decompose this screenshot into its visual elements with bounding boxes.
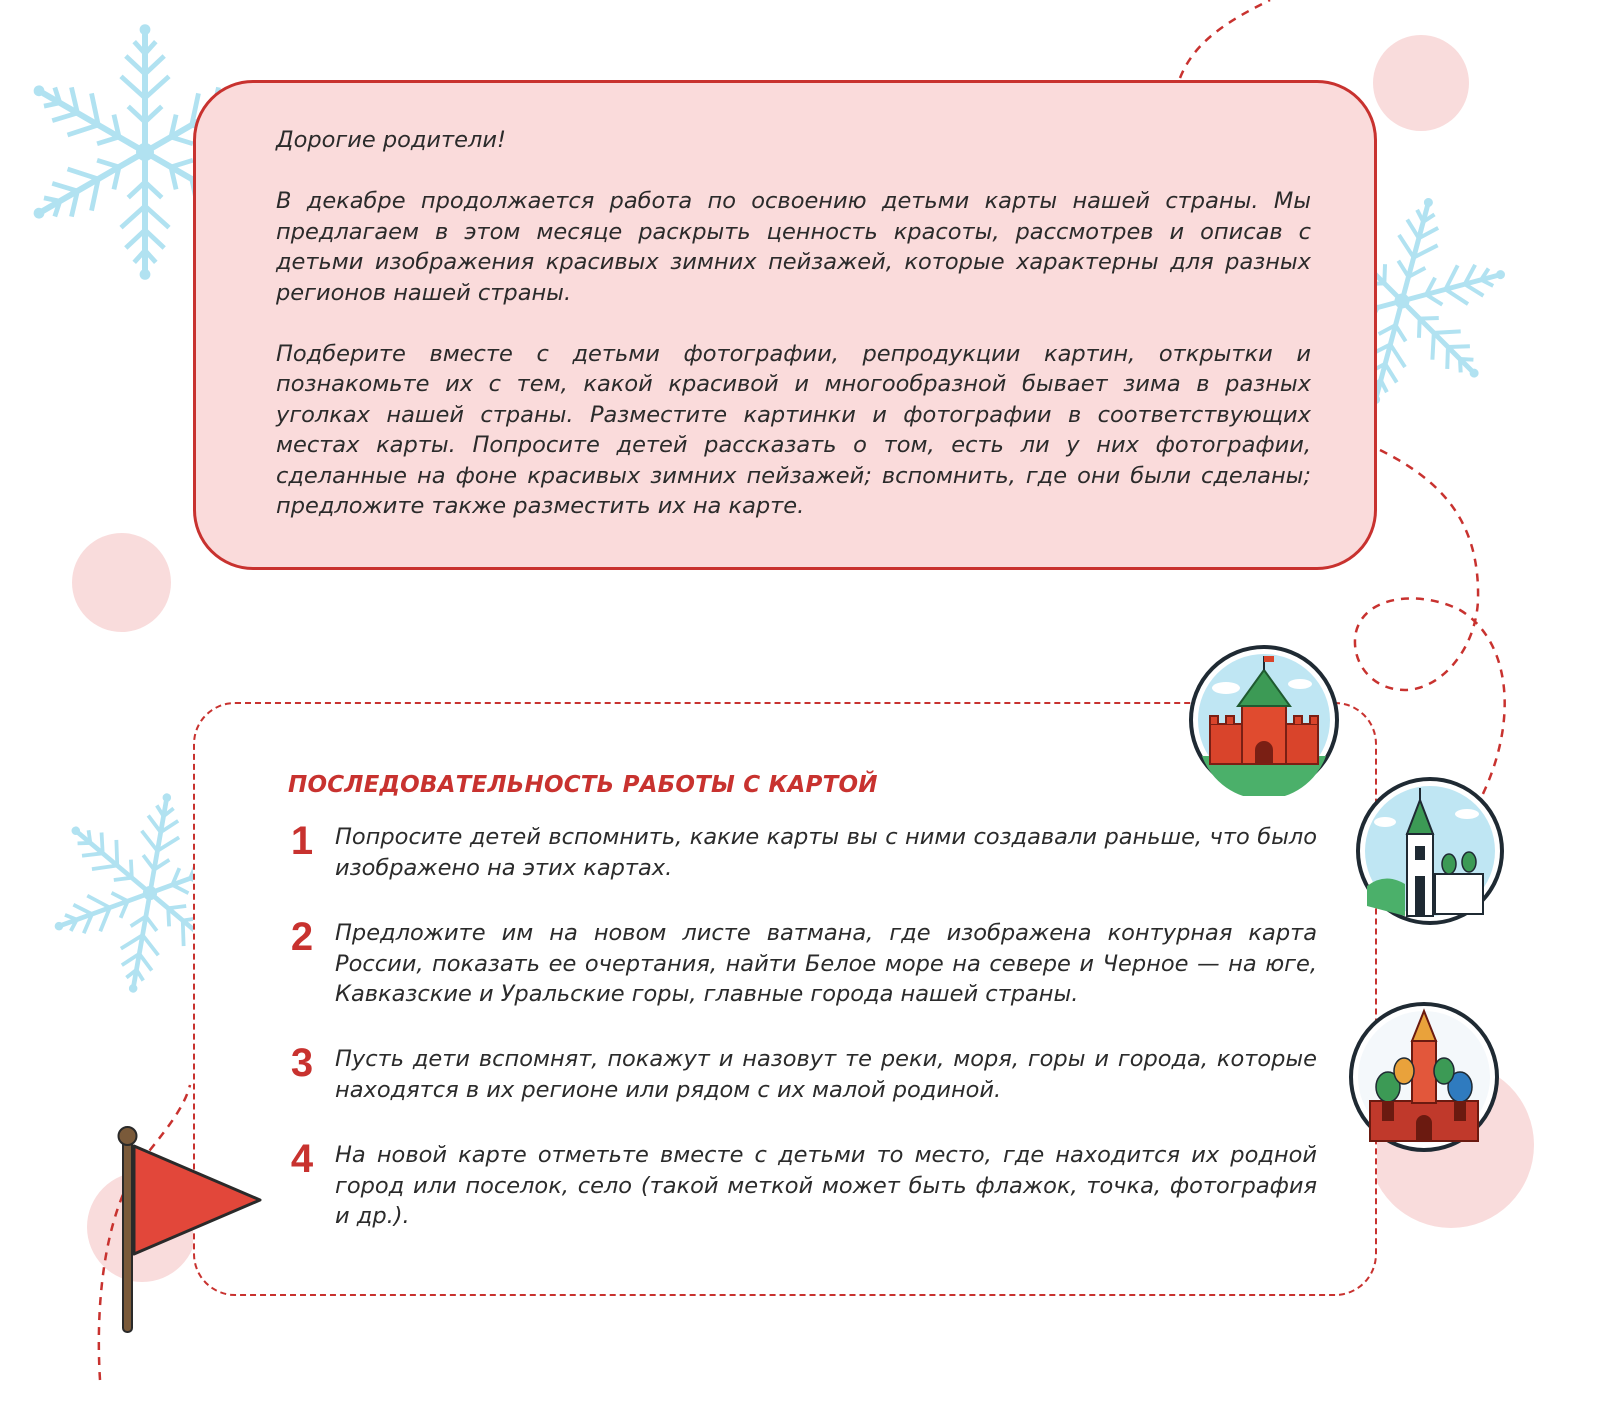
step-number: 2 (277, 912, 327, 962)
red-flag-icon (110, 1124, 266, 1336)
step-text: Предложите им на новом листе ватмана, где изображена контурная карта России, показать ее очертания, найти Белое море на севере и Черное — на юге, Кавказские и Уральские горы, главные города нашей страны. (335, 920, 1317, 1007)
parents-letter-box (193, 80, 1377, 570)
step-number: 3 (277, 1038, 327, 1088)
step-item (277, 819, 1317, 883)
white-church-icon (1355, 776, 1505, 926)
parents-letter (276, 125, 1311, 522)
letter-paragraph: Подберите вместе с детьми фотографии, репродукции картин, открытки и познакомьте их с тем, какой красивой и многообразной бывает зима в разных уголках нашей страны. Разместите картинки и фотографии в соответствующих местах карты. Попросите детей рассказать о том, есть ли у них фотографии, сделанные на фоне красивых зимних пейзажей; вспомнить, где они были сделаны; предложите также разместить их на карте. (276, 340, 1311, 519)
step-text: Попросите детей вспомнить, какие карты вы с ними создавали раньше, что было изображено на этих картах. (335, 824, 1317, 881)
st-basils-cathedral-icon (1348, 1001, 1500, 1153)
letter-greeting: Дорогие родители! (276, 127, 507, 153)
steps-title: ПОСЛЕДОВАТЕЛЬНОСТЬ РАБОТЫ С КАРТОЙ (288, 772, 878, 798)
kremlin-tower-icon (1188, 644, 1340, 796)
step-item (277, 915, 1317, 1010)
step-text: Пусть дети вспомнят, покажут и назовут те реки, моря, горы и города, которые находятся в их регионе или рядом с их малой родиной. (335, 1046, 1317, 1103)
step-number: 4 (277, 1134, 327, 1184)
step-item (277, 1137, 1317, 1232)
step-text: На новой карте отметьте вместе с детьми то место, где находится их родной город или поселок, село (такой меткой может быть флажок, точка, фотография и др.). (335, 1142, 1317, 1229)
dashed-route-top (1180, 0, 1270, 78)
letter-paragraph: В декабре продолжается работа по освоению детьми карты нашей страны. Мы предлагаем в этом месяце раскрыть ценность красоты, рассмотрев и описав с детьми изображения красивых зимних пейзажей, которые характерны для разных регионов нашей страны. (276, 188, 1311, 306)
dashed-route-right (1355, 450, 1505, 800)
step-number: 1 (277, 816, 327, 866)
step-item (277, 1041, 1317, 1105)
